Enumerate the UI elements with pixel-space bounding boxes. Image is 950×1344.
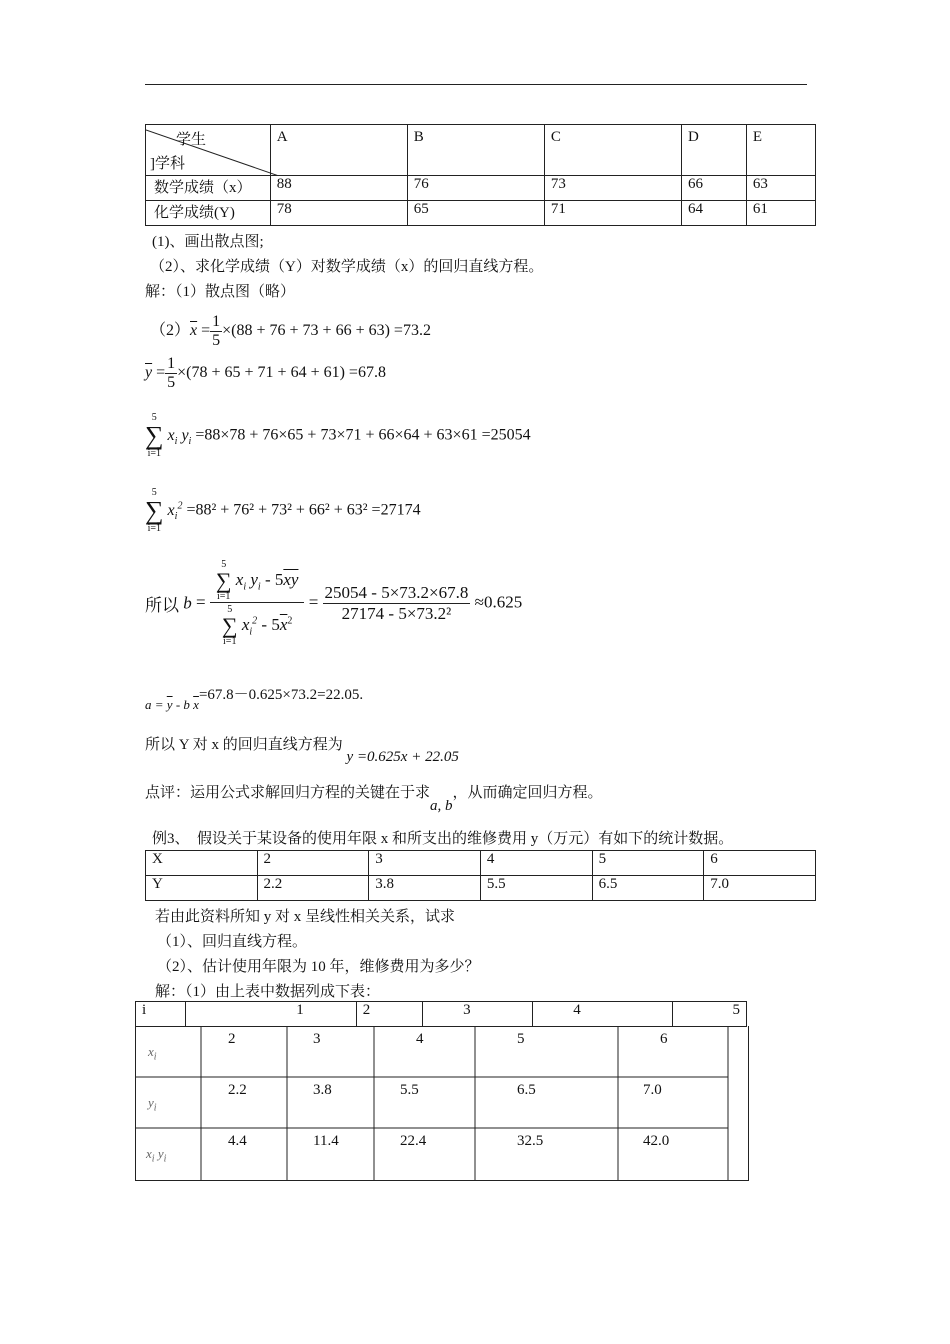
cell: X bbox=[146, 851, 258, 876]
cell: 64 bbox=[681, 201, 746, 226]
eq-body: ×(78 + 65 + 71 + 64 + 61) =67.8 bbox=[177, 364, 386, 382]
cell: 42.0 bbox=[643, 1133, 670, 1149]
question-1: (1)、画出散点图; bbox=[152, 234, 264, 250]
cell: 61 bbox=[746, 201, 815, 226]
cell: 3 bbox=[423, 1002, 533, 1027]
cell: 3 bbox=[369, 851, 481, 876]
text: 所以 Y 对 x 的回归直线方程为 bbox=[145, 737, 343, 753]
cell: 6 bbox=[704, 851, 816, 876]
cell: 5.5 bbox=[480, 876, 592, 901]
cell: 2.2 bbox=[257, 876, 369, 901]
cell: 65 bbox=[407, 201, 544, 226]
computation-table-body bbox=[135, 1026, 749, 1181]
col-header: A bbox=[270, 125, 407, 176]
cell: 5 bbox=[592, 851, 704, 876]
regression-eq: y =0.625x + 22.05 bbox=[346, 749, 459, 765]
table-row bbox=[146, 851, 816, 876]
cell: 88 bbox=[270, 176, 407, 201]
cell: i bbox=[136, 1002, 186, 1027]
eq-prefix: 所以 bbox=[145, 596, 179, 615]
row-label-x: $x_i$ bbox=[148, 1044, 157, 1063]
col-header: B bbox=[407, 125, 544, 176]
table-row bbox=[146, 876, 816, 901]
row-label-y: $y_i$ bbox=[148, 1095, 157, 1114]
cell: 4 bbox=[480, 851, 592, 876]
table-row bbox=[146, 176, 816, 201]
ab-symbols: a, b bbox=[430, 798, 453, 814]
cell: 4.4 bbox=[228, 1133, 247, 1149]
diagonal-header-cell bbox=[146, 125, 271, 176]
ex3-text-2: （1）、回归直线方程。 bbox=[157, 934, 308, 950]
eq-denominator: 27174 - 5×73.2² bbox=[341, 604, 452, 623]
table-row bbox=[146, 201, 816, 226]
header-rule bbox=[145, 84, 807, 85]
cell: 6.5 bbox=[517, 1082, 536, 1098]
cell: 73 bbox=[544, 176, 681, 201]
cell: 4 bbox=[533, 1002, 672, 1027]
eq-body: ×(88 + 76 + 73 + 66 + 63) =73.2 bbox=[222, 322, 431, 340]
eq-body: =88×78 + 76×65 + 73×71 + 66×64 + 63×61 =25054 bbox=[195, 426, 531, 444]
example-3-title: 例3、 假设关于某设备的使用年限 x 和所支出的维修费用 y（万元）有如下的统计数据。 bbox=[152, 831, 734, 847]
cell: 3.8 bbox=[313, 1082, 332, 1098]
cell: 1 bbox=[186, 1002, 356, 1027]
cell: 4 bbox=[416, 1031, 424, 1047]
comment bbox=[145, 781, 603, 814]
cell: 76 bbox=[407, 176, 544, 201]
ex3-text-1: 若由此资料所知 y 对 x 呈线性相关关系，试求 bbox=[155, 909, 456, 925]
cell: 3.8 bbox=[369, 876, 481, 901]
ex3-text-3: （2）、估计使用年限为 10 年，维修费用为多少？ bbox=[157, 959, 480, 975]
cell: 63 bbox=[746, 176, 815, 201]
question-2: （2）、求化学成绩（Y）对数学成绩（x）的回归直线方程。 bbox=[150, 259, 544, 275]
cell: 11.4 bbox=[313, 1133, 339, 1149]
eq-ybar: $\overline{y}$ = $\frac{1}{5}$ ×(78 + 65 + 71 + 64 + 61) =67.8 bbox=[145, 355, 386, 391]
header-student: 学生 bbox=[176, 132, 207, 148]
cell: 78 bbox=[270, 201, 407, 226]
solution-1: 解：（1）散点图（略） bbox=[145, 284, 296, 300]
score-table bbox=[145, 124, 816, 226]
table-grid bbox=[136, 1026, 748, 1180]
eq-sum-x2: 5 ∑ i=1 $x_i^2 =88^2 + 76^2 + 73^2 + 66^2 + 63^2 =27174$ bbox=[145, 487, 421, 534]
cell: 71 bbox=[544, 201, 681, 226]
table-row bbox=[136, 1002, 747, 1027]
eq-xbar: $(2)\overline{x}$ = $\frac{1}{5}$ ×(88 + 76 + 73 + 66 + 63) =73.2 bbox=[150, 313, 431, 349]
cell: 5 bbox=[517, 1031, 525, 1047]
cell: 3 bbox=[313, 1031, 321, 1047]
col-header: E bbox=[746, 125, 815, 176]
eq-prefix: （2） bbox=[150, 322, 191, 340]
eq-sum-xy: 5 ∑ i=1 $x_i$ $y_i =88\times 78 + 76\times 65 + 73\times 71 + 66\times 64 + 63\times 61 =25054$ bbox=[145, 412, 531, 459]
cell: 22.4 bbox=[400, 1133, 427, 1149]
eq-body: =88² + 76² + 73² + 66² + 63² =27174 bbox=[186, 501, 421, 519]
row-label: 化学成绩(Y) bbox=[146, 201, 271, 226]
regression-line bbox=[145, 733, 459, 765]
cell: 7.0 bbox=[643, 1082, 662, 1098]
col-header: C bbox=[544, 125, 681, 176]
row-label-xy: $x_i$ $y_i$ bbox=[146, 1146, 167, 1165]
row-label: 数学成绩（x） bbox=[146, 176, 271, 201]
cell: 2 bbox=[257, 851, 369, 876]
eq-result: ≈0.625 bbox=[474, 592, 523, 612]
cell: 6.5 bbox=[592, 876, 704, 901]
cell: Y bbox=[146, 876, 258, 901]
cell: 2 bbox=[356, 1002, 422, 1027]
header-subject: ]学科 bbox=[150, 156, 185, 172]
cell: 66 bbox=[681, 176, 746, 201]
cell: 2 bbox=[228, 1031, 236, 1047]
eq-b: 所以 b = 5 ∑ i=1 $x_i$ $y_i - 5\overline{xy}$ 5 ∑ i=1 $x_i^2 - 5\overline{x}^2$ = $\frac{25054 - 5\times 73.2\times 67.8}{\text{27174 - 5×73.2²}}$ ≈0.625 bbox=[145, 559, 523, 647]
cell: 5.5 bbox=[400, 1082, 419, 1098]
text: ，从而确定回归方程。 bbox=[452, 785, 603, 801]
cell: 6 bbox=[660, 1031, 668, 1047]
eq-numerator: 25054 - 5×73.2×67.8 bbox=[324, 583, 469, 602]
col-header: D bbox=[681, 125, 746, 176]
text: 点评：运用公式求解回归方程的关键在于求 bbox=[145, 785, 431, 801]
ex3-text-4: 解：（1）由上表中数据列成下表： bbox=[155, 984, 381, 1000]
eq-body: =67.8－0.625×73.2=22.05. bbox=[198, 687, 364, 703]
cell: 2.2 bbox=[228, 1082, 247, 1098]
computation-table bbox=[135, 1001, 747, 1027]
cell: 7.0 bbox=[704, 876, 816, 901]
cell: 5 bbox=[672, 1002, 747, 1027]
eq-a: $a = \overline{y} - b$ $\overline{x}=67.8-0.625\times 73.2=22.05$. bbox=[145, 687, 364, 712]
data-table bbox=[145, 850, 816, 901]
cell: 32.5 bbox=[517, 1133, 544, 1149]
